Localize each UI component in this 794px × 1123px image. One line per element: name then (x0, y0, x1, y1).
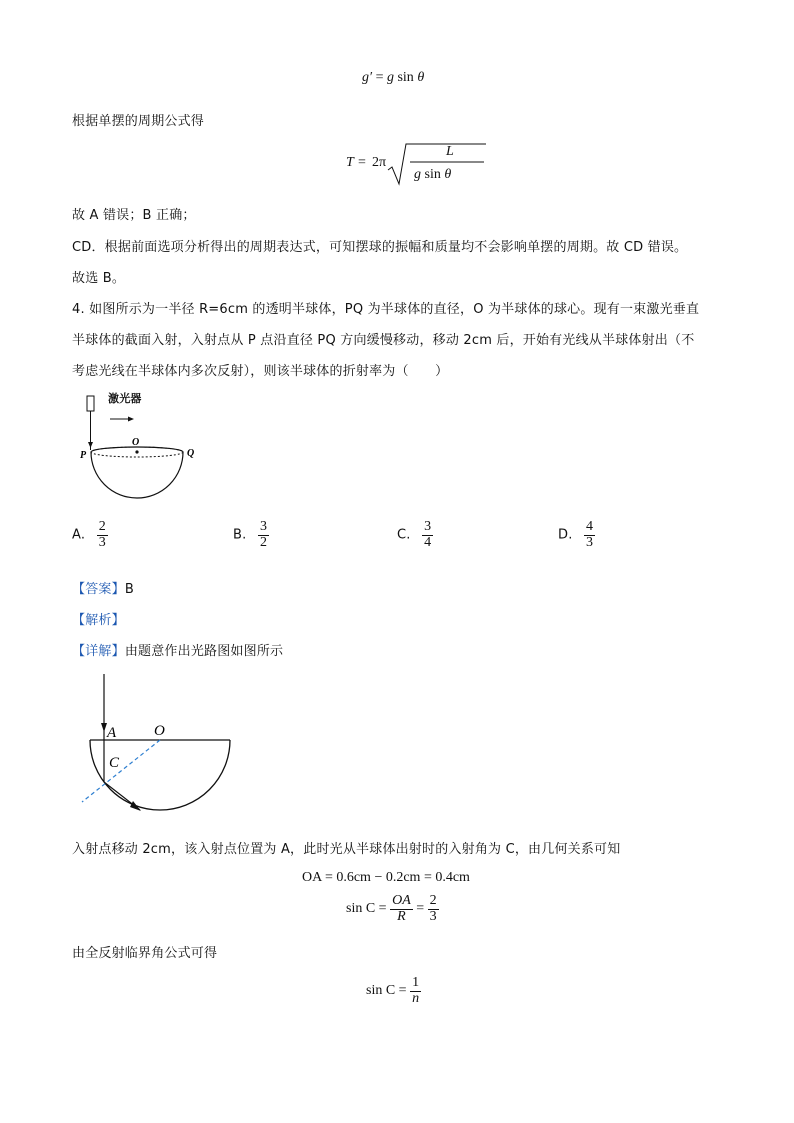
figure-ray-diagram (78, 668, 238, 828)
equation-oa: OA = 0.6cm − 0.2cm = 0.4cm (302, 870, 470, 885)
hemisphere-arc (90, 740, 230, 810)
option-b: B. $\frac{3}{2}$ (233, 519, 267, 550)
option-a: A. $\frac{2}{3}$ (72, 519, 106, 550)
cd-analysis-text: CD．根据前面选项分析得出的周期表达式，可知摆球的振幅和质量均不会影响单摆的周期。故 CD 错误。 (72, 240, 688, 255)
analysis-tag: 【解析】 (72, 613, 125, 628)
equation-g-prime: g′ = g sin θ (362, 70, 425, 85)
question-line-3: 考虑光线在半球体内多次反射），则该半球体的折射率为（ ） (72, 364, 449, 379)
total-reflection-text: 由全反射临界角公式可得 (72, 946, 218, 961)
equation-critical-angle: sin C = $\frac{1}{n}$ (366, 975, 420, 1006)
label-A: A (107, 725, 117, 741)
radicand-denominator: g sin θ (414, 167, 452, 182)
laser-device (87, 396, 94, 411)
option-c: C. $\frac{3}{4}$ (397, 519, 432, 550)
label-C: C (109, 755, 120, 771)
label-O: O (132, 437, 140, 448)
period-intro-text: 根据单摆的周期公式得 (72, 114, 205, 129)
refracted-arrow (130, 801, 141, 811)
label-O: O (154, 723, 165, 739)
normal-line (82, 740, 160, 802)
hemisphere-arc (91, 452, 183, 498)
question-line-1: 4. 如图所示为一半径 R=6cm 的透明半球体，PQ 为半球体的直径，O 为半球体的球心。现有一束激光垂直 (72, 302, 700, 317)
figure-hemisphere-laser (76, 390, 206, 502)
label-Q: Q (187, 448, 195, 459)
answer-line: 【答案】B (72, 582, 134, 597)
option-d: D. $\frac{4}{3}$ (558, 519, 594, 550)
question-line-2: 半球体的截面入射，入射点从 P 点沿直径 PQ 方向缓慢移动，移动 2cm 后，开始有光线从半球体射出（不 (72, 333, 695, 348)
equation-sinc-ratio: sin C = $\frac{OA}{R}$ = $\frac{2}{3}$ (346, 893, 437, 924)
incidence-text: 入射点移动 2cm，该入射点位置为 A，此时光从半球体出射时的入射角为 C，由几何关系可知 (72, 842, 621, 857)
detail-line: 【详解】由题意作出光路图如图所示 (72, 644, 284, 659)
beam-arrow (88, 442, 93, 448)
center-dot (135, 450, 138, 453)
choose-b-text: 故选 B。 (72, 271, 126, 286)
laser-label: 激光器 (108, 392, 142, 405)
label-P: P (80, 450, 87, 461)
a-wrong-text: 故 A 错误；B 正确； (72, 208, 196, 223)
